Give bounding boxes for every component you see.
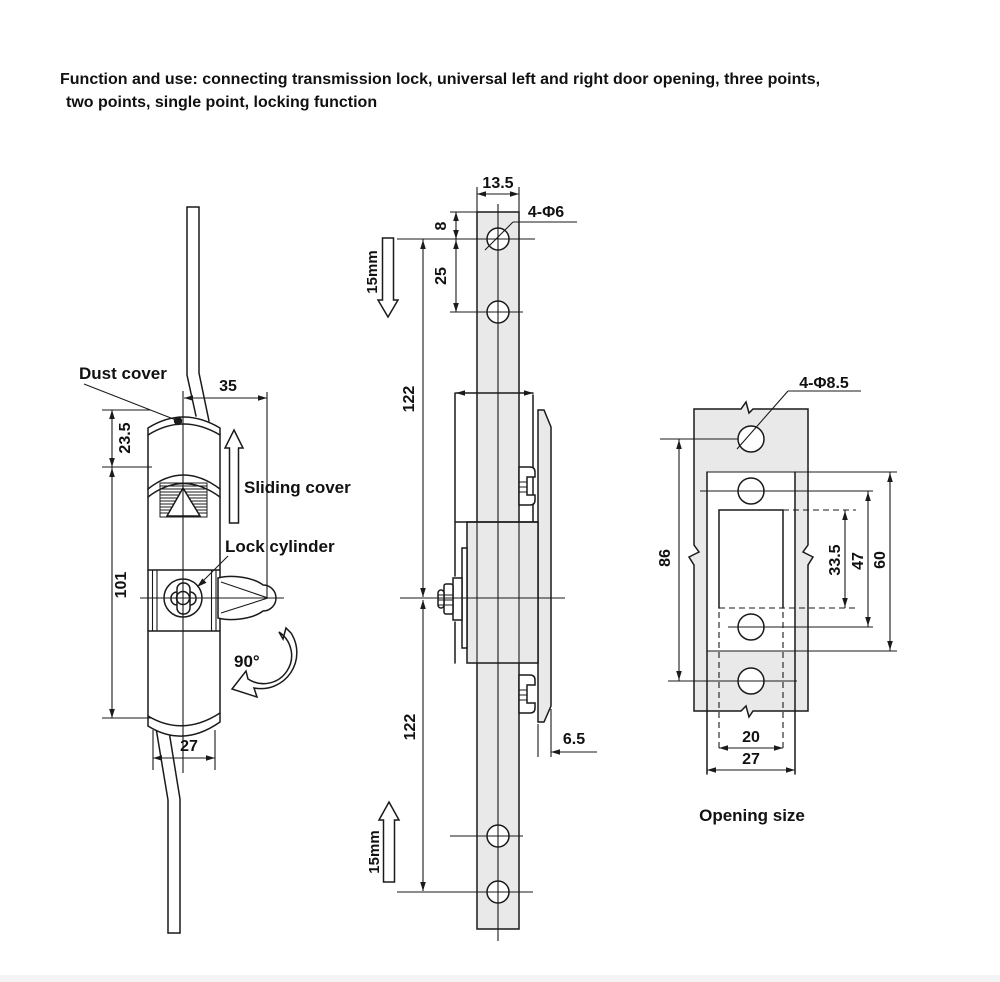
dim-opening-width: 27 (742, 751, 760, 768)
travel-top-label: 15mm (364, 250, 381, 294)
dim-dust-cover-height: 23.5 (117, 422, 134, 454)
dim-plate-thickness: 6.5 (562, 731, 586, 748)
dim-cutout-width: 20 (742, 729, 760, 746)
transmission-rod-top (187, 207, 209, 421)
left-view-lock-front (79, 207, 351, 933)
dim-hole-span: 47 (850, 552, 867, 570)
dust-cover-label: Dust cover (79, 364, 167, 383)
dim-lower-rod-length: 122 (402, 713, 419, 741)
footer-bar (0, 975, 1000, 982)
hole-callout-label: 4-Φ6 (527, 204, 565, 221)
dim-body-height: 101 (113, 571, 130, 599)
title-line-1: Function and use: connecting transmission lock, universal left and right door opening, three points, (60, 71, 821, 88)
transmission-rod-bottom (155, 719, 180, 933)
sliding-cover-label: Sliding cover (244, 478, 351, 497)
latch-clip-lower (519, 675, 535, 713)
dim-handle-offset: 35 (219, 378, 237, 395)
dim-mount-hole-span: 86 (657, 549, 674, 567)
dim-bar-width: 13.5 (482, 175, 514, 192)
dim-base-width: 27 (180, 738, 198, 755)
travel-arrow-bottom (366, 802, 399, 882)
mounting-plate-side (538, 410, 551, 722)
dim-cutout-height: 33.5 (827, 544, 844, 576)
lock-body (148, 417, 220, 736)
dim-opening-height: 60 (872, 551, 889, 569)
cylinder-knob-side (438, 578, 462, 620)
middle-view-lock-side (364, 175, 597, 941)
function-description (60, 71, 820, 111)
dim-upper-rod-length: 122 (401, 385, 418, 413)
hole-callout-right-label: 4-Φ8.5 (799, 375, 849, 392)
travel-arrow-top (364, 238, 398, 317)
right-view-opening-size (657, 375, 897, 825)
slide-up-arrow-icon (225, 430, 243, 523)
hollow-down-arrow-icon (378, 238, 398, 317)
dust-cover-pointer-dot (174, 417, 182, 425)
title-line-2: two points, single point, locking function (66, 94, 378, 111)
lock-cylinder-label: Lock cylinder (225, 537, 335, 556)
lock-case-side (467, 522, 538, 663)
rotation-angle-label: 90° (234, 652, 260, 671)
opening-size-caption: Opening size (699, 806, 805, 825)
travel-bottom-label: 15mm (366, 830, 383, 874)
dim-top-hole-offset: 8 (433, 221, 450, 231)
dim-hole-spacing: 25 (433, 267, 450, 285)
